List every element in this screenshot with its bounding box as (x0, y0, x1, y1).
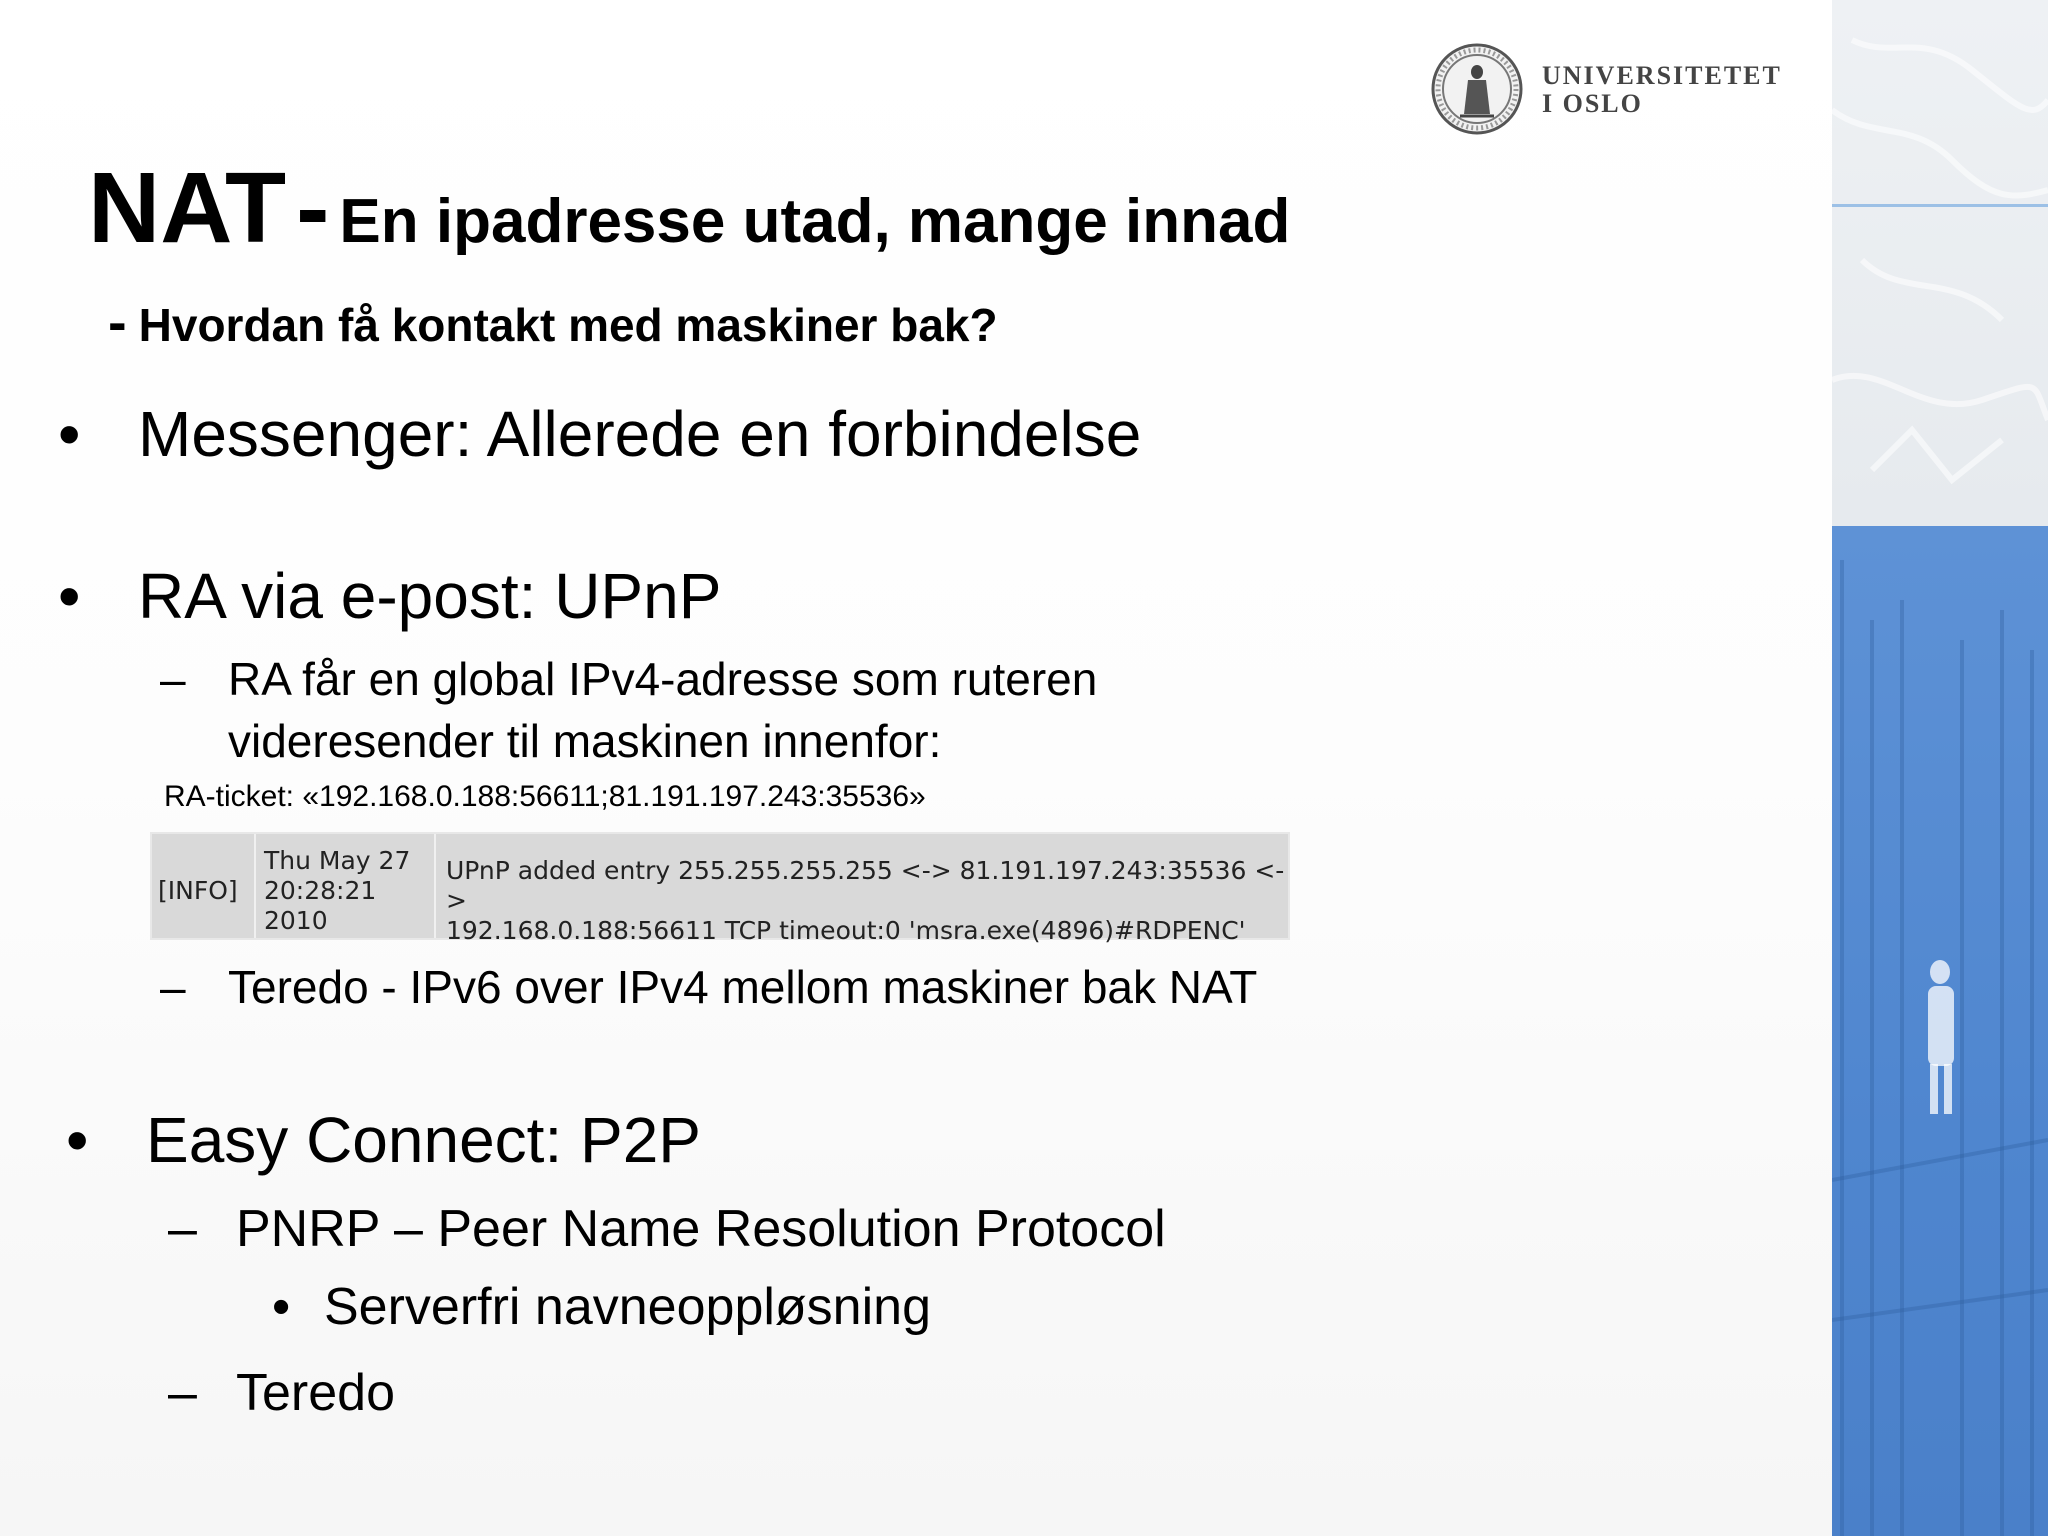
bullet-ra (58, 560, 721, 634)
bullet-dot: • (66, 1104, 89, 1176)
sub-text-line-1: RA får en global IPv4-adresse som ruteren (228, 653, 1098, 705)
university-seal-icon (1430, 42, 1524, 136)
sub-sub-text: Serverfri navneoppløsning (324, 1278, 931, 1336)
log-message-line-2: 192.168.0.188:56611 TCP timeout:0 'msra.exe(4896)#RDPENC' (446, 916, 1246, 945)
title-separator: - (296, 152, 330, 264)
university-name (1542, 62, 1782, 118)
sub-dash: – (168, 1364, 197, 1422)
log-date-line-1: Thu May 27 (264, 846, 411, 875)
log-message-line-1: UPnP added entry 255.255.255.255 <-> 81.191.197.243:35536 <-> (446, 856, 1285, 915)
university-logo (1430, 40, 1810, 144)
bullet-messenger (58, 398, 1141, 472)
ra-ticket: RA-ticket: «192.168.0.188:56611;81.191.197.243:35536» (164, 780, 926, 813)
bullet-dot: • (58, 560, 81, 632)
slide-title (88, 152, 1291, 264)
title-rest: En ipadresse utad, mange innad (339, 187, 1291, 256)
sub-item-pnrp (168, 1198, 1166, 1260)
log-level-cell (152, 834, 256, 938)
bullet-dot: • (58, 398, 81, 470)
sub-bullet-dot: • (272, 1278, 291, 1336)
logo-line-1: UNIVERSITETET (1542, 61, 1782, 90)
strip-sketch-graphic (1832, 0, 2048, 1536)
bullet-text: RA via e-post: UPnP (138, 560, 722, 632)
log-date-line-3: 2010 (264, 906, 328, 935)
sub-item-teredo (168, 1362, 395, 1424)
subtitle-dash: - (108, 290, 127, 353)
sub-dash: – (168, 1200, 197, 1258)
bullet-text: Messenger: Allerede en forbindelse (138, 398, 1142, 470)
sub-dash: – (160, 961, 186, 1013)
logo-line-2: I OSLO (1542, 89, 1643, 118)
title-main: NAT (88, 152, 287, 264)
sub-item-teredo-ipv6 (160, 956, 1257, 1018)
bullet-easy-connect (66, 1104, 701, 1178)
subtitle-text: Hvordan få kontakt med maskiner bak? (138, 299, 998, 351)
slide-subtitle (108, 290, 998, 353)
sub-item-global-address (160, 648, 1097, 772)
decorative-side-strip (1832, 0, 2048, 1536)
sub-text: Teredo - IPv6 over IPv4 mellom maskiner bak NAT (228, 961, 1258, 1013)
log-level: [INFO] (158, 876, 238, 905)
sub-text: Teredo (236, 1364, 395, 1422)
log-entry-screenshot (150, 832, 1290, 945)
log-date-cell (256, 834, 436, 938)
bullet-text: Easy Connect: P2P (146, 1104, 701, 1176)
sub-sub-item-serverfri (272, 1278, 931, 1338)
sub-text: PNRP – Peer Name Resolution Protocol (236, 1200, 1166, 1258)
sub-dash: – (160, 653, 186, 705)
sub-text-line-2: videresender til maskinen innenfor: (228, 715, 942, 767)
log-date-line-2: 20:28:21 (264, 876, 377, 905)
log-message-cell (438, 834, 1288, 945)
